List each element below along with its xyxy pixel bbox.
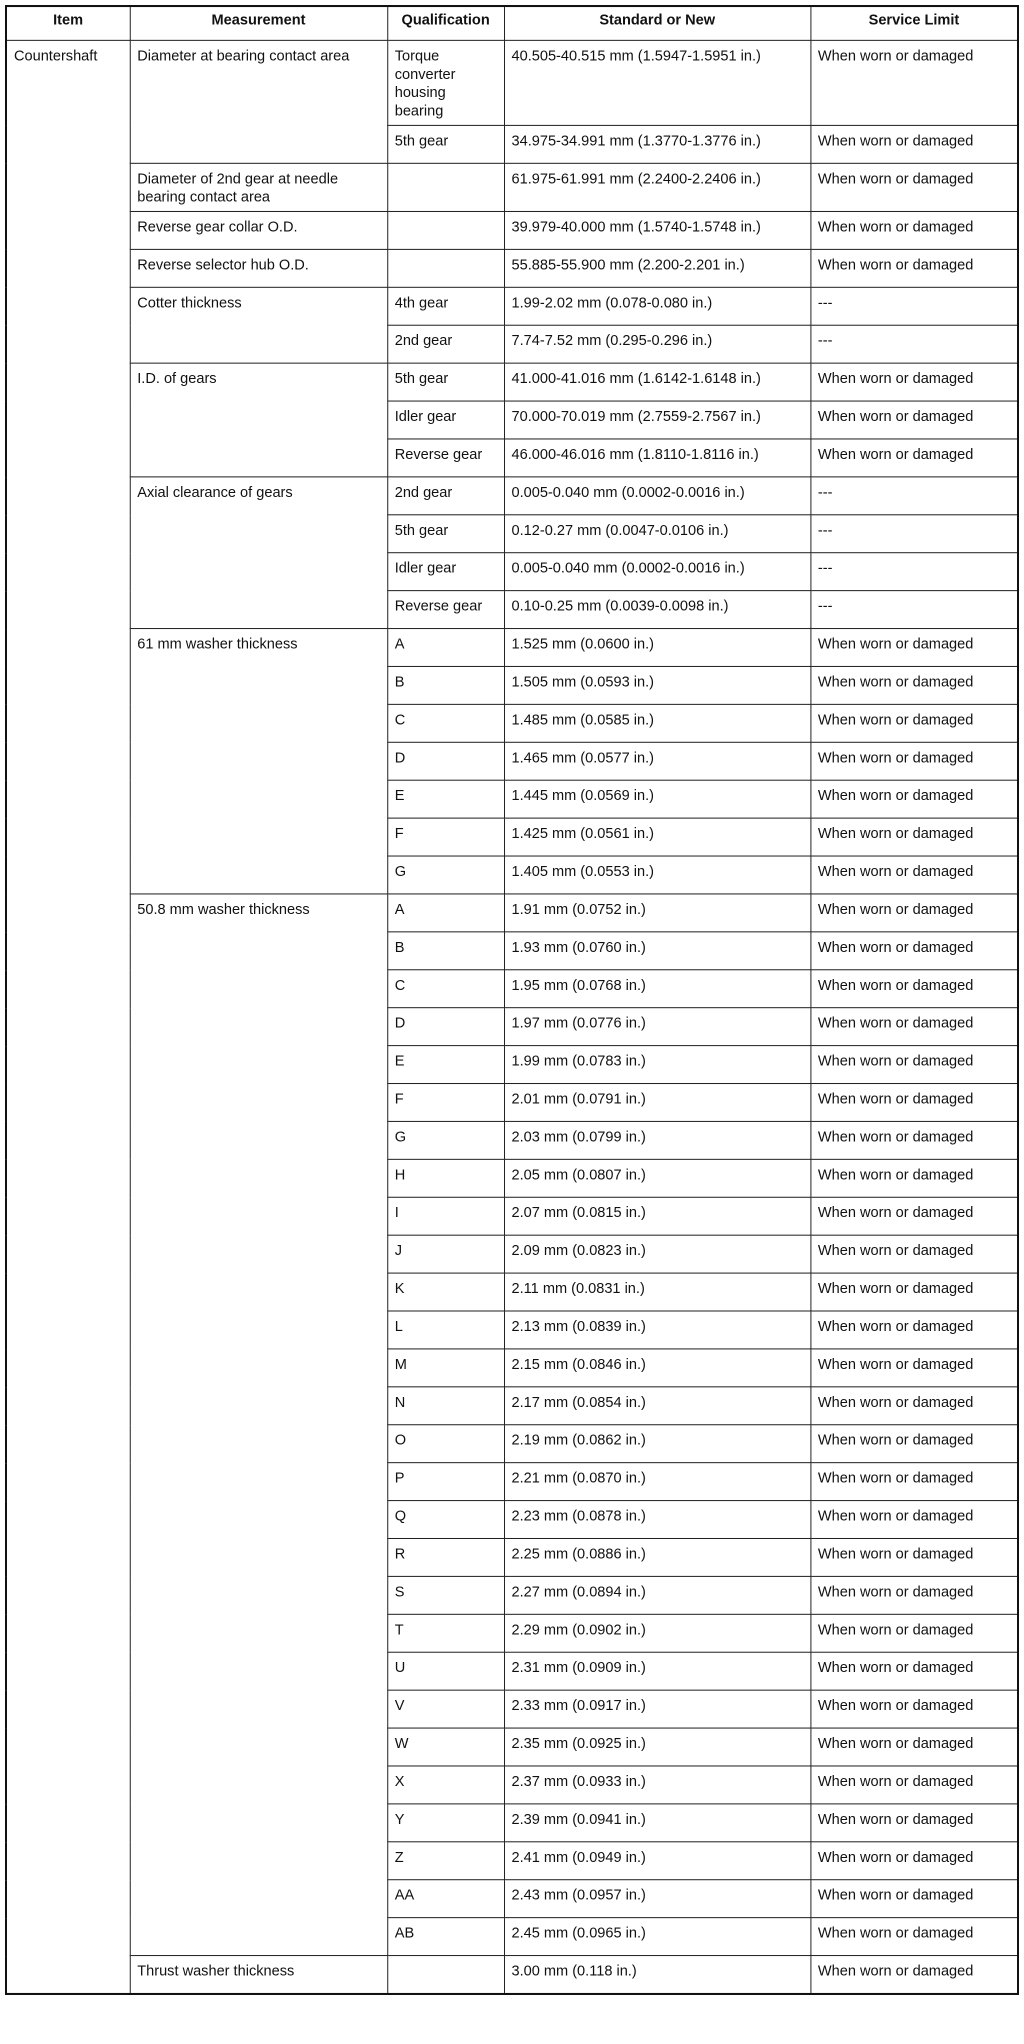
qualification-cell: W xyxy=(387,1728,504,1766)
service-limit-cell: --- xyxy=(810,515,1018,553)
qualification-cell: 2nd gear xyxy=(387,325,504,363)
qualification-cell: 5th gear xyxy=(387,515,504,553)
service-limit-cell: When worn or damaged xyxy=(810,1084,1018,1122)
service-limit-cell: When worn or damaged xyxy=(810,1425,1018,1463)
qualification-cell: D xyxy=(387,742,504,780)
table-row xyxy=(6,894,1018,932)
service-limit-cell: When worn or damaged xyxy=(810,629,1018,667)
standard-value-cell: 2.13 mm (0.0839 in.) xyxy=(504,1311,810,1349)
service-limit-cell: When worn or damaged xyxy=(810,1576,1018,1614)
standard-value-cell: 1.505 mm (0.0593 in.) xyxy=(504,666,810,704)
service-limit-cell: When worn or damaged xyxy=(810,211,1018,249)
qualification-cell: E xyxy=(387,780,504,818)
table-row xyxy=(6,477,1018,515)
qualification-cell xyxy=(387,211,504,249)
qualification-cell: G xyxy=(387,1121,504,1159)
service-limit-cell: When worn or damaged xyxy=(810,780,1018,818)
standard-value-cell: 41.000-41.016 mm (1.6142-1.6148 in.) xyxy=(504,363,810,401)
qualification-cell: 4th gear xyxy=(387,287,504,325)
qualification-cell: F xyxy=(387,818,504,856)
standard-value-cell: 2.19 mm (0.0862 in.) xyxy=(504,1425,810,1463)
standard-value-cell: 34.975-34.991 mm (1.3770-1.3776 in.) xyxy=(504,125,810,163)
measurement-cell: 61 mm washer thickness xyxy=(130,629,387,894)
standard-value-cell: 1.93 mm (0.0760 in.) xyxy=(504,932,810,970)
standard-value-cell: 2.17 mm (0.0854 in.) xyxy=(504,1387,810,1425)
qualification-cell: X xyxy=(387,1766,504,1804)
service-limit-cell: When worn or damaged xyxy=(810,1046,1018,1084)
service-limit-cell: When worn or damaged xyxy=(810,1273,1018,1311)
service-limit-cell: When worn or damaged xyxy=(810,1538,1018,1576)
standard-value-cell: 2.23 mm (0.0878 in.) xyxy=(504,1501,810,1539)
standard-value-cell: 7.74-7.52 mm (0.295-0.296 in.) xyxy=(504,325,810,363)
standard-value-cell: 2.41 mm (0.0949 in.) xyxy=(504,1842,810,1880)
qualification-cell: L xyxy=(387,1311,504,1349)
service-limit-cell: When worn or damaged xyxy=(810,932,1018,970)
qualification-cell: F xyxy=(387,1084,504,1122)
qualification-cell: G xyxy=(387,856,504,894)
table-row xyxy=(6,40,1018,125)
standard-value-cell: 0.005-0.040 mm (0.0002-0.0016 in.) xyxy=(504,477,810,515)
qualification-cell: AB xyxy=(387,1918,504,1956)
qualification-cell: E xyxy=(387,1046,504,1084)
qualification-cell: Y xyxy=(387,1804,504,1842)
service-limit-cell: When worn or damaged xyxy=(810,1197,1018,1235)
qualification-cell: Q xyxy=(387,1501,504,1539)
service-limit-cell: When worn or damaged xyxy=(810,1159,1018,1197)
header-standard-or-new: Standard or New xyxy=(504,6,810,40)
standard-value-cell: 2.45 mm (0.0965 in.) xyxy=(504,1918,810,1956)
service-limit-cell: When worn or damaged xyxy=(810,439,1018,477)
service-limit-cell: When worn or damaged xyxy=(810,856,1018,894)
qualification-cell: H xyxy=(387,1159,504,1197)
qualification-cell: U xyxy=(387,1652,504,1690)
qualification-cell: 5th gear xyxy=(387,363,504,401)
service-limit-cell: When worn or damaged xyxy=(810,1614,1018,1652)
standard-value-cell: 1.95 mm (0.0768 in.) xyxy=(504,970,810,1008)
standard-value-cell: 1.445 mm (0.0569 in.) xyxy=(504,780,810,818)
header-item: Item xyxy=(6,6,130,40)
qualification-cell: Reverse gear xyxy=(387,591,504,629)
standard-value-cell: 2.43 mm (0.0957 in.) xyxy=(504,1880,810,1918)
service-limit-cell: When worn or damaged xyxy=(810,970,1018,1008)
standard-value-cell: 2.33 mm (0.0917 in.) xyxy=(504,1690,810,1728)
service-limit-cell: When worn or damaged xyxy=(810,1880,1018,1918)
service-limit-cell: When worn or damaged xyxy=(810,1918,1018,1956)
qualification-cell xyxy=(387,249,504,287)
measurement-cell: Reverse selector hub O.D. xyxy=(130,249,387,287)
table-row xyxy=(6,249,1018,287)
header-qualification: Qualification xyxy=(387,6,504,40)
service-limit-cell: --- xyxy=(810,287,1018,325)
qualification-cell: V xyxy=(387,1690,504,1728)
standard-value-cell: 1.99-2.02 mm (0.078-0.080 in.) xyxy=(504,287,810,325)
service-limit-cell: --- xyxy=(810,325,1018,363)
standard-value-cell: 46.000-46.016 mm (1.8110-1.8116 in.) xyxy=(504,439,810,477)
standard-value-cell: 1.99 mm (0.0783 in.) xyxy=(504,1046,810,1084)
service-limit-cell: When worn or damaged xyxy=(810,1235,1018,1273)
qualification-cell: A xyxy=(387,894,504,932)
standard-value-cell: 2.37 mm (0.0933 in.) xyxy=(504,1766,810,1804)
standard-value-cell: 0.005-0.040 mm (0.0002-0.0016 in.) xyxy=(504,553,810,591)
qualification-cell: I xyxy=(387,1197,504,1235)
qualification-cell: N xyxy=(387,1387,504,1425)
qualification-cell: C xyxy=(387,970,504,1008)
service-limit-cell: When worn or damaged xyxy=(810,818,1018,856)
standard-value-cell: 0.12-0.27 mm (0.0047-0.0106 in.) xyxy=(504,515,810,553)
qualification-cell: Idler gear xyxy=(387,401,504,439)
standard-value-cell: 1.405 mm (0.0553 in.) xyxy=(504,856,810,894)
standard-value-cell: 3.00 mm (0.118 in.) xyxy=(504,1956,810,1994)
table-row xyxy=(6,629,1018,667)
standard-value-cell: 1.91 mm (0.0752 in.) xyxy=(504,894,810,932)
service-limit-cell: When worn or damaged xyxy=(810,1311,1018,1349)
service-limit-cell: When worn or damaged xyxy=(810,1728,1018,1766)
standard-value-cell: 2.03 mm (0.0799 in.) xyxy=(504,1121,810,1159)
qualification-cell: S xyxy=(387,1576,504,1614)
qualification-cell: O xyxy=(387,1425,504,1463)
measurement-cell: Thrust washer thickness xyxy=(130,1956,387,1994)
service-limit-cell: When worn or damaged xyxy=(810,1956,1018,1994)
service-limit-cell: When worn or damaged xyxy=(810,1387,1018,1425)
service-limit-cell: When worn or damaged xyxy=(810,1766,1018,1804)
standard-value-cell: 2.27 mm (0.0894 in.) xyxy=(504,1576,810,1614)
service-limit-cell: When worn or damaged xyxy=(810,401,1018,439)
qualification-cell: 2nd gear xyxy=(387,477,504,515)
service-limit-cell: When worn or damaged xyxy=(810,704,1018,742)
service-limit-cell: When worn or damaged xyxy=(810,1121,1018,1159)
qualification-cell: AA xyxy=(387,1880,504,1918)
standard-value-cell: 2.15 mm (0.0846 in.) xyxy=(504,1349,810,1387)
service-limit-cell: When worn or damaged xyxy=(810,249,1018,287)
standard-value-cell: 1.97 mm (0.0776 in.) xyxy=(504,1008,810,1046)
qualification-cell: A xyxy=(387,629,504,667)
service-limit-cell: When worn or damaged xyxy=(810,1804,1018,1842)
qualification-cell: C xyxy=(387,704,504,742)
measurement-cell: Reverse gear collar O.D. xyxy=(130,211,387,249)
standard-value-cell: 2.39 mm (0.0941 in.) xyxy=(504,1804,810,1842)
header-measurement: Measurement xyxy=(130,6,387,40)
item-cell: Countershaft xyxy=(6,40,130,1994)
standard-value-cell: 2.09 mm (0.0823 in.) xyxy=(504,1235,810,1273)
qualification-cell: Idler gear xyxy=(387,553,504,591)
service-limit-cell: When worn or damaged xyxy=(810,125,1018,163)
service-limit-cell: When worn or damaged xyxy=(810,363,1018,401)
service-limit-cell: When worn or damaged xyxy=(810,666,1018,704)
standard-value-cell: 2.05 mm (0.0807 in.) xyxy=(504,1159,810,1197)
standard-value-cell: 2.29 mm (0.0902 in.) xyxy=(504,1614,810,1652)
service-limit-cell: When worn or damaged xyxy=(810,1501,1018,1539)
standard-value-cell: 61.975-61.991 mm (2.2400-2.2406 in.) xyxy=(504,163,810,211)
qualification-cell: B xyxy=(387,666,504,704)
qualification-cell: B xyxy=(387,932,504,970)
standard-value-cell: 2.11 mm (0.0831 in.) xyxy=(504,1273,810,1311)
service-limit-cell: When worn or damaged xyxy=(810,1463,1018,1501)
standard-value-cell: 2.25 mm (0.0886 in.) xyxy=(504,1538,810,1576)
measurement-cell: Cotter thickness xyxy=(130,287,387,363)
service-limit-cell: When worn or damaged xyxy=(810,1008,1018,1046)
standard-value-cell: 1.485 mm (0.0585 in.) xyxy=(504,704,810,742)
qualification-cell: D xyxy=(387,1008,504,1046)
standard-value-cell: 2.01 mm (0.0791 in.) xyxy=(504,1084,810,1122)
qualification-cell xyxy=(387,1956,504,1994)
qualification-cell: J xyxy=(387,1235,504,1273)
standard-value-cell: 1.525 mm (0.0600 in.) xyxy=(504,629,810,667)
qualification-cell: P xyxy=(387,1463,504,1501)
standard-value-cell: 2.07 mm (0.0815 in.) xyxy=(504,1197,810,1235)
qualification-cell xyxy=(387,163,504,211)
service-limit-cell: When worn or damaged xyxy=(810,1349,1018,1387)
qualification-cell: T xyxy=(387,1614,504,1652)
service-limit-cell: --- xyxy=(810,553,1018,591)
standard-value-cell: 0.10-0.25 mm (0.0039-0.0098 in.) xyxy=(504,591,810,629)
service-limit-cell: When worn or damaged xyxy=(810,163,1018,211)
table-row xyxy=(6,1956,1018,1994)
qualification-cell: M xyxy=(387,1349,504,1387)
service-limit-cell: --- xyxy=(810,591,1018,629)
spec-table-body xyxy=(6,40,1018,1994)
table-row xyxy=(6,211,1018,249)
standard-value-cell: 1.425 mm (0.0561 in.) xyxy=(504,818,810,856)
service-limit-cell: When worn or damaged xyxy=(810,40,1018,125)
header-row xyxy=(6,6,1018,40)
table-row xyxy=(6,363,1018,401)
service-limit-cell: When worn or damaged xyxy=(810,1652,1018,1690)
qualification-cell: Z xyxy=(387,1842,504,1880)
measurement-cell: Diameter of 2nd gear at needle bearing contact area xyxy=(130,163,387,211)
service-limit-cell: When worn or damaged xyxy=(810,742,1018,780)
table-row xyxy=(6,287,1018,325)
service-limit-cell: When worn or damaged xyxy=(810,894,1018,932)
measurement-cell: Diameter at bearing contact area xyxy=(130,40,387,163)
countershaft-spec-table xyxy=(5,5,1019,1995)
qualification-cell: R xyxy=(387,1538,504,1576)
standard-value-cell: 70.000-70.019 mm (2.7559-2.7567 in.) xyxy=(504,401,810,439)
standard-value-cell: 2.35 mm (0.0925 in.) xyxy=(504,1728,810,1766)
standard-value-cell: 55.885-55.900 mm (2.200-2.201 in.) xyxy=(504,249,810,287)
service-limit-cell: When worn or damaged xyxy=(810,1842,1018,1880)
standard-value-cell: 2.31 mm (0.0909 in.) xyxy=(504,1652,810,1690)
qualification-cell: Torque converter housing bearing xyxy=(387,40,504,125)
qualification-cell: 5th gear xyxy=(387,125,504,163)
header-service-limit: Service Limit xyxy=(810,6,1018,40)
qualification-cell: K xyxy=(387,1273,504,1311)
standard-value-cell: 1.465 mm (0.0577 in.) xyxy=(504,742,810,780)
table-row xyxy=(6,163,1018,211)
qualification-cell: Reverse gear xyxy=(387,439,504,477)
standard-value-cell: 2.21 mm (0.0870 in.) xyxy=(504,1463,810,1501)
standard-value-cell: 39.979-40.000 mm (1.5740-1.5748 in.) xyxy=(504,211,810,249)
standard-value-cell: 40.505-40.515 mm (1.5947-1.5951 in.) xyxy=(504,40,810,125)
measurement-cell: Axial clearance of gears xyxy=(130,477,387,629)
service-limit-cell: --- xyxy=(810,477,1018,515)
measurement-cell: I.D. of gears xyxy=(130,363,387,477)
measurement-cell: 50.8 mm washer thickness xyxy=(130,894,387,1956)
service-limit-cell: When worn or damaged xyxy=(810,1690,1018,1728)
spec-table-wrapper xyxy=(5,5,1017,2044)
